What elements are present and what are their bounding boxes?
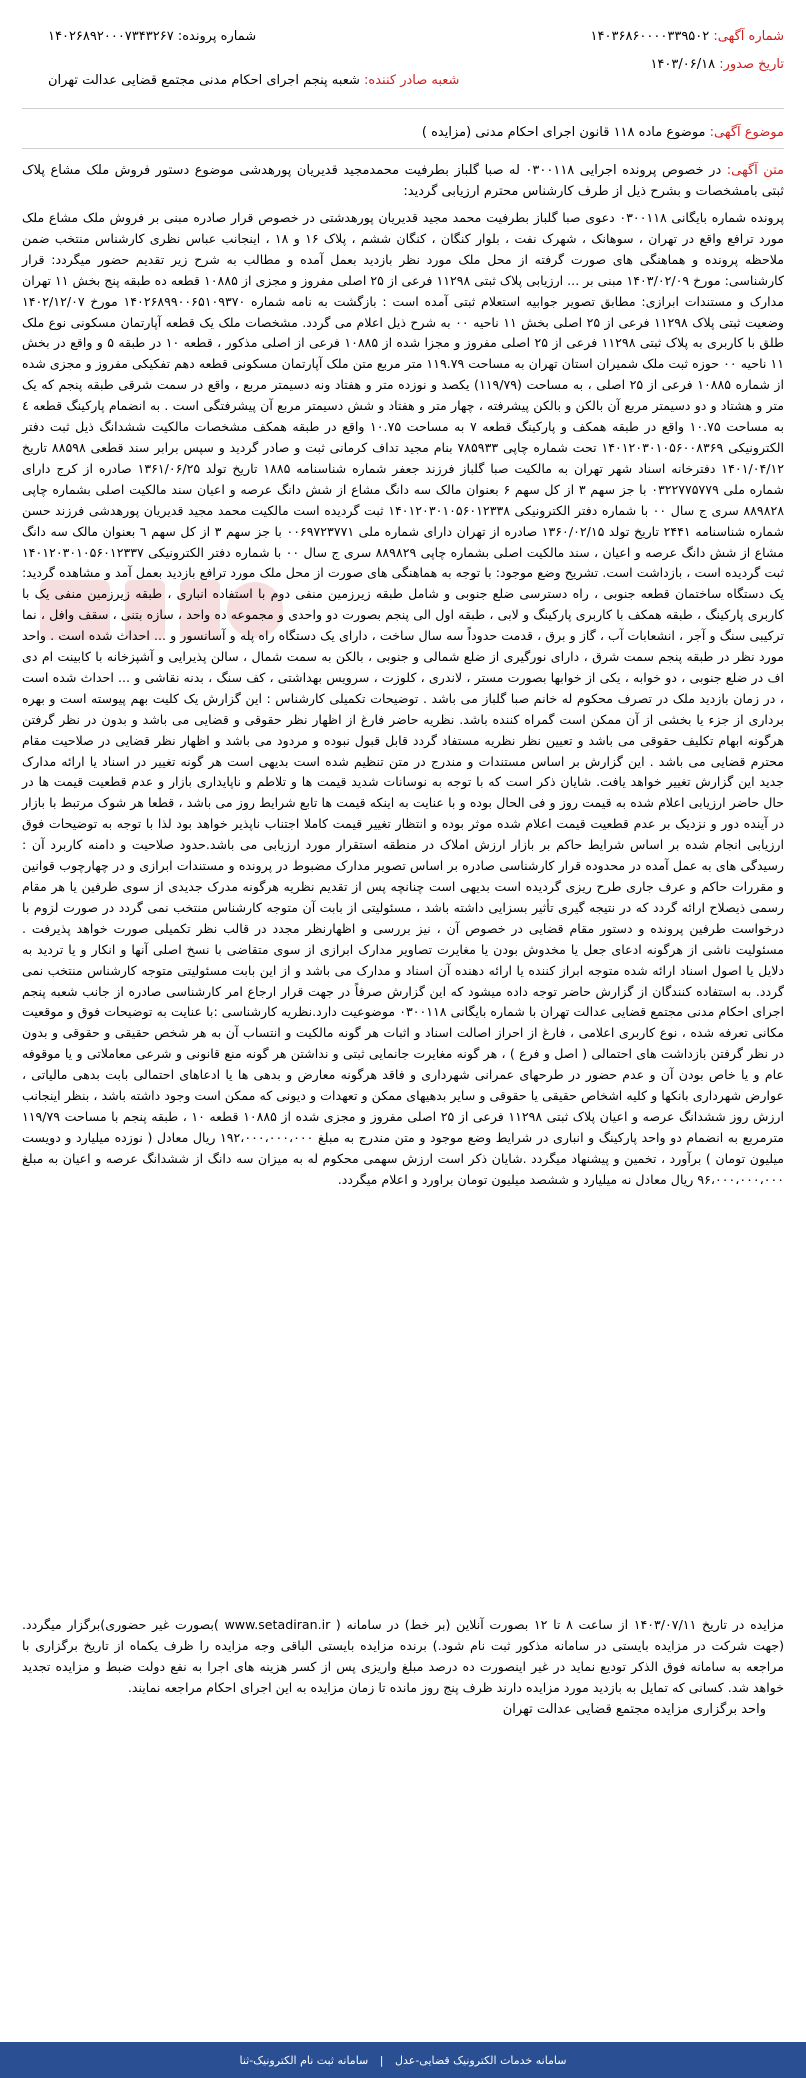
footer-link-adl[interactable]: سامانه خدمات الکترونیک قضایی-عدل	[394, 2054, 567, 2067]
header-case	[48, 28, 256, 46]
issue-date: ۱۴۰۳/۰۶/۱۸	[650, 57, 716, 72]
header-divider	[22, 108, 784, 109]
footer-separator: |	[379, 2054, 384, 2067]
footer-link-sana[interactable]: سامانه ثبت نام الکترونیک-ثنا	[239, 2054, 369, 2067]
case-number: ۱۴۰۲۶۸۹۲۰۰۰۷۳۴۳۲۶۷	[48, 29, 174, 44]
topic-text: موضوع ماده ۱۱۸ قانون اجرای احکام مدنی (مزایده )	[421, 125, 706, 140]
ad-lead	[22, 160, 784, 202]
ad-lead-text: در خصوص پرونده اجرایی ۰۳۰۰۱۱۸ له صبا گلباز بطرفیت محمدمجید قدیریان پورهدشی موضوع دستور فروش ملک مشاع پلاک ثبتی بامشخصات و بشرح ذیل از طرف کارشناس محترم ارزیابی گردید:	[22, 163, 784, 199]
issue-date-label: تاریخ صدور:	[719, 57, 784, 72]
topic-line	[22, 124, 784, 142]
issuing-branch: شعبه پنجم اجرای احکام مدنی مجتمع قضایی عدالت تهران	[48, 73, 360, 88]
ad-number-label: شماره آگهی:	[713, 29, 784, 44]
header-branch	[48, 72, 459, 90]
case-number-label: شماره پرونده:	[177, 29, 257, 44]
ad-number: ۱۴۰۳۶۸۶۰۰۰۰۳۳۹۵۰۲	[590, 29, 710, 44]
ad-text-label: متن آگهی:	[726, 163, 785, 178]
auction-text: مزایده در تاریخ ۱۴۰۳/۰۷/۱۱ از ساعت ۸ تا ۱۲ بصورت آنلاین (بر خط) در سامانه ( www.setadiran.ir )بصورت غیر حضوری)برگزار میگردد. (جهت شرکت در مزایده بایستی در سامانه مذکور ثبت نام شود.) برنده مزایده بایستی الباقی وجه مزایده را ظرف یکماه از تاریخ برگزاری با مراجعه به سامانه فوق الذکر تودیع نماید در غیر اینصورت ده درصد مبلغ واریزی پس از کسر هزینه های اجرا به نفع دولت ضبط و مزایده تجدید خواهد شد. کسانی که تمایل به بازدید مورد مزایده دارند ظرف پنج روز مانده تا زمان مزایده به این اجرای احکام مراجعه نمایند.	[22, 1617, 784, 1695]
ad-body-text: پرونده شماره بایگانی ۰۳۰۰۱۱۸ دعوی صبا گلباز بطرفیت محمد مجید قدیریان پورهدشتی در خصوص قرار صادره مبنی بر فروش ملک مشاع ملک مورد ترافع واقع در تهران ، سوهانک ، شهرک نفت ، بلوار کنگان ، کنگان ششم ، پلاک ۱۶ و ۱۸ ، اینجانب عباس نظری کارشناس منتخب ضمن ملاحظه پرونده و هماهنگی های صورت گرفته از محل ملک مورد نظر بازدید بعمل آمده و مطالب به شرح زیر تقدیم حضور میگردد: قرار کارشناسی: مورخ ۱۴۰۳/۰۲/۰۹ مبنی بر ... ارزیابی پلاک ثبتی ۱۱۲۹۸ فرعی از ۲۵ اصلی مفروز و مجزی از ۱۰۸۸۵ قطعه ده طبقه پنج بخش ۱۱ تهران مدارک و مستندات ابرازی: مطابق تصویر جوابیه استعلام ثبتی آمده است : بازگشت به نامه شماره ۱۴۰۲۶۸۹۹۰۰۶۵۱۰۹۳۷۰ مورخ ۱۴۰۲/۱۲/۰۷ وضعیت ثبتی پلاک ۱۱۲۹۸ فرعی از ۲۵ اصلی بخش ۱۱ ناحیه ۰۰ به شرح ذیل اعلام می گردد. مشخصات ملک یک قطعه آپارتمان مسکونی نوع ملک طلق با کاربری به پلاک ثبتی ۱۱۲۹۸ فرعی از ۲۵ اصلی مفروز و مجزا شده از ۱۰۸۸۵ فرعی از اصلی مذکور ، قطعه ۱۰ در طبقه ۵ و واقع در بخش ۱۱ ناحیه ۰۰ حوزه ثبت ملک شمیران استان تهران به مساحت ۱۱۹.۷۹ متر مربع متن ملک آپارتمان مسکونی قطعه دهم تفکیکی مفروز و مجزی شده از شماره ۱۰۸۸۵ فرعی از ۲۵ اصلی ، به مساحت (۱۱۹/۷۹) یکصد و نوزده متر و هفتاد ونه دسیمتر مربع ، واقع در سمت شرقی طبقه پنجم که یک متر و هشتاد و دو دسیمتر مربع آن بالکن و بالکن پیشرفته ، چهار متر و هفتاد و شش دسیمتر مربع آن پیشرفتگی است . به انضمام پارکینگ قطعه ٤ به مساحت ۱۰.۷۵ واقع در طبقه همکف و پارکینگ قطعه ۷ به مساحت ۱۰.۷۵ واقع در طبقه همکف مشخصات مالکیت ششدانگ ذیل ثبت دفتر الکترونیکی ۱۴۰۱۲۰۳۰۱۰۵۶۰۰۸۳۶۹ تحت شماره چاپی ۷۸۵۹۳۳ بنام مجید تداف کرمانی ثبت و صادر گردید و سپس برابر سند قطعی ۸۸۵۹۸ تاریخ ۱۴۰۱/۰۴/۱۲ دفترخانه اسناد شهر تهران به مالکیت صبا گلباز فرزند جعفر شماره شناسنامه ۱۸۸۵ تاریخ تولد ۱۳۶۱/۰۶/۲۵ صادره از کرج دارای شماره ملی ۰۳۲۲۷۷۵۷۷۹ با جز سهم ۳ از کل سهم ۶ بعنوان مالک سه دانگ مشاع از شش دانگ عرصه و اعیان سند مالکیت اصلی بشماره چاپی ۸۸۹۸۲۸ سری ج سال ۰۰ با شماره دفتر الکترونیکی ۱۴۰۱۲۰۳۰۱۰۵۶۰۱۲۳۳۸ ثبت گردیده است مالکیت محمد مجید قدیریان پورهدشی فرزند حسن شماره شناسنامه ۲۴۴۱ تاریخ تولد ۱۳۶۰/۰۲/۱۵ صادره از تهران دارای شماره ملی ۰۰۶۹۷۲۳۷۷۱ با جز سهم ۳ از کل سهم ٦ بعنوان مالک سه دانگ مشاع از شش دانگ عرصه و اعیان ، سند مالکیت اصلی بشماره چاپی ۸۸۹۸۲۹ سری ج سال ۰۰ با شماره دفتر الکترونیکی ۱۴۰۱۲۰۳۰۱۰۵۶۰۱۲۳۳۷ ثبت گردیده است ، بازداشت است. تشریح وضع موجود: با توجه به هماهنگی های صورت از محل ملک مورد ترافع بازدید بعمل آمد و مشاهده گردید: یک دستگاه ساختمان قطعه جنوبی ، راه دسترسی ضلع جنوبی و شامل طبقه زیرزمین منفی دوم با استفاده انباری ، طبقه زیرزمین منفی یک با کاربری پارکینگ ، طبقه همکف با کاربری پارکینگ و لابی ، طبقه اول الی پنجم بصورت دو واحدی و مجموعه ده واحد ، سازه بتنی ، سقف وافل ، نما ترکیبی سنگ و آجر ، انشعابات آب ، گاز و برق ، قدمت حدوداً سه سال ساخت ، دارای یک دستگاه راه پله و آسانسور و ... احداث شده است . واحد مورد نظر در طبقه پنجم سمت شرق ، دارای نورگیری از ضلع شمالی و جنوبی ، بالکن به سمت شمال ، سالن پذیرایی و آشپزخانه با کابینت ام دی اف در ضلع جنوبی ، دو خوابه ، یکی از خوابها بصورت مستر ، لاندری ، کلوزت ، سرویس بهداشتی ، کف سنگ ، بدنه نقاشی و ... احداث شده است ، در زمان بازدید ملک در تصرف محکوم له خانم صبا گلباز می باشد . توضیحات تکمیلی کارشناس : این گزارش یک کلیت بهم پیوسته است و بهره برداری از جزء یا بخشی از آن ممکن است گمراه کننده باشد. نظریه حاضر فارغ از اظهار نظر حقوقی و قضایی می باشد و بدون در نظر گرفتن هرگونه ابهام تکلیف حقوقی می باشد و تعیین نظر نظریه مستفاد گردد قابل قبول نبوده و مردود می باشد و اظهار نظر قضایی در صلاحیت مقام محترم قضایی می باشد . این گزارش بر اساس مستندات و مندرج در متن تنظیم شده است بدیهی است هر گونه تغییر در اسناد یا ارائه مدارک جدید این گزارش تغییر خواهد یافت. شایان ذکر است که با توجه به نوسانات شدید قیمت ها و تلاطم و ناپایداری بازار و عدم قطعیت قیمت ها در حال حاضر ارزیابی اعلام شده به قیمت روز و فی الحال بوده و با عنایت به اینکه قیمت ها تابع شرایط روز می باشد ، قطعا هر شوک مرتبط با بازار در آینده دور و نزدیک بر عدم قطعیت قیمت اعلام شده موثر بوده و انتظار تغییر قیمت کاملا اجتناب ناپذیر خواهد بود لذا با توجه به توضیحات فوق ارزیابی انجام شده بر اساس شرایط حاکم بر بازار ارزش املاک در منطقه استقرار مورد ارزیابی می باشد.حدود صلاحیت و دامنه کاربرد آن : رسیدگی های به عمل آمده در محدوده قرار کارشناسی صادره بر اساس تصویر مدارک مضبوط در پرونده و مستندات ابرازی و در چهارچوب قوانین و مقررات حاکم و عرف جاری طرح ریزی گردیده است بدیهی است چنانچه پس از تقدیم نظریه هرگونه مدرک جدیدی از سوی طرفین یا هر مقام رسمی ذیصلاح ارائه گردد که در نتیجه گیری تأثیر بسزایی داشته باشد ، مسئولیتی از بابت آن متوجه کارشناس منتخب نمی گردد در صورت لزوم با درخواست طرفین پرونده و دستور مقام قضایی در خصوص آن ، نیز بررسی و اظهارنظر مجدد در قالب نظر تکمیلی صورت خواهد پذیرفت . مسئولیت ناشی از هرگونه ادعای جعل یا مخدوش بودن یا مغایرت تصاویر مدارک ابرازی از سوی متقاضی با نسخ اصلی آنها و انکار و یا تردید به دلایل یا اصول اسناد ارائه شده متوجه ابراز کننده یا ارائه دهنده آن اسناد و مدارک می باشد و از این بابت مسئولیتی متوجه کارشناس منتخب نمی گردد. به استفاده کنندگان از گزارش حاضر توجه داده میشود که این گزارش صرفاً در جهت قرار ارجاع امر کارشناسی صادره از جانب شعبه پنجم اجرای احکام مدنی مجتمع قضایی عدالت تهران با شماره بایگانی ۰۳۰۰۱۱۸ موضوعیت دارد.نظریه کارشناسی :با عنایت به توضیحات فوق و موقعیت مکانی تعرفه شده ، نوع کاربری اعلامی ، فارغ از احراز اصالت اسناد و اثبات هر گونه مالکیت و انتساب آن به هر شخص حقیقی و حقوقی و بدون در نظر گرفتن بازداشت های احتمالی ( اصل و فرع ) ، هر گونه مغایرت جانمایی ثبتی و نداشتن هر گونه منع قانونی و شرعی معاملاتی و یا موقوفه عام و یا خاص بودن آن و عدم حضور در طرحهای عمرانی شهرداری و فاقد هرگونه معارض و بدهی ها یا ادعاهای احتمالی بابت بدهی مالیاتی ، عوارض شهرداری بانکها و کلیه اشخاص حقیقی یا حقوقی و سایر بدهیهای ممکن و تعهدات و دیونی که ممکن است وجود داشته باشد ، بنظر اینجانب ارزش روز ششدانگ عرصه و اعیان پلاک ثبتی ۱۱۲۹۸ فرعی از ۲۵ اصلی مفروز و مجزی شده از ۱۰۸۸۵ قطعه ۱۰ ، طبقه پنجم با مساحت ۱۱۹/۷۹ مترمربع به انضمام دو واحد پارکینگ و انباری در شرایط وضع موجود و متن مندرج به مبلغ ۱۹۲،۰۰۰،۰۰۰،۰۰۰ ریال معادل ( نوزده میلیارد و دویست میلیون تومان ) برآورد ، تخمین و پیشنهاد میگردد .شایان ذکر است ارزش سهمی محکوم له به میزان سه دانگ از ششدانگ عرصه و اعیان به مبلغ ۹۶،۰۰۰،۰۰۰،۰۰۰ ریال معادل نه میلیارد و ششصد میلیون تومان براورد و اعلام میگردد.	[22, 210, 785, 1187]
footer-links	[0, 2050, 806, 2072]
topic-divider	[22, 148, 784, 149]
signature: واحد برگزاری مزایده مجتمع قضایی عدالت تهران	[502, 1702, 766, 1717]
issuing-branch-label: شعبه صادر کننده:	[364, 73, 460, 88]
topic-label: موضوع آگهی:	[709, 125, 784, 140]
